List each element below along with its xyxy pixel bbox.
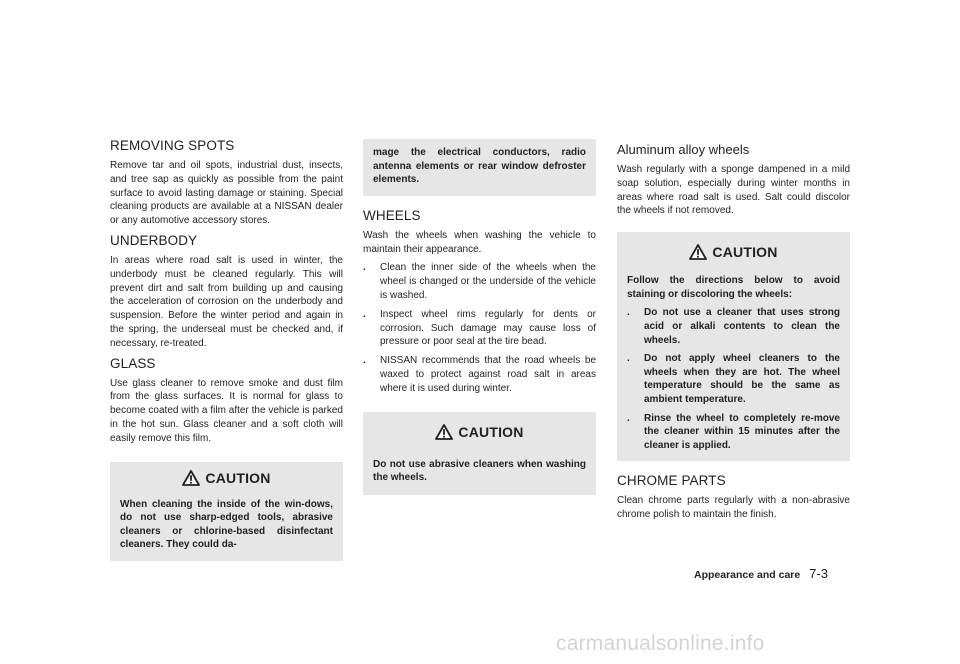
- bullet-marker: .: [363, 262, 366, 274]
- caution-title: CAUTION: [458, 423, 524, 440]
- caution-intro: Follow the directions below to avoid staining or discoloring the wheels:: [627, 275, 840, 300]
- paragraph-underbody: In areas where road salt is used in winter, the underbody must be cleaned regularly. This will prevent dirt and salt from building up and causing the acceleration of corrosion on the underbody and suspension. Before the winter period and again in the spring, the underseal must be checked and, if necessary, re-treated.: [110, 254, 343, 349]
- list-item-text: Rinse the wheel to completely re-move the cleaner within 15 minutes after the cleaner is applied.: [644, 412, 840, 451]
- caution-title: CAUTION: [712, 244, 778, 261]
- column-1: [110, 138, 343, 561]
- list-item: [363, 354, 596, 395]
- caution-box-aluminum: [617, 232, 850, 461]
- list-item-text: Do not use a cleaner that uses strong acid or alkali contents to clean the wheels.: [644, 307, 840, 346]
- caution-box-continued: [363, 139, 596, 196]
- paragraph-glass: Use glass cleaner to remove smoke and dust film from the glass surfaces. It is normal for glass to become coated with a film after the vehicle is parked in the hot sun. Glass cleaner and a soft cloth will easily remove this film.: [110, 377, 343, 444]
- paragraph-removing-spots: Remove tar and oil spots, industrial dust, insects, and tree sap as quickly as possible from the paint surface to avoid lasting damage or staining. Special cleaning products are available at a NISSAN dealer or any automotive accessory stores.: [110, 160, 343, 227]
- heading-chrome-parts: CHROME PARTS: [617, 473, 726, 489]
- bullet-marker: .: [627, 353, 630, 365]
- heading-aluminum-alloy-wheels: Aluminum alloy wheels: [617, 142, 750, 157]
- list-item-text: Clean the inner side of the wheels when the wheel is changed or the underside of the vehicle is washed.: [380, 262, 596, 301]
- caution-box-wheels: [363, 412, 596, 495]
- bullet-marker: .: [363, 355, 366, 367]
- list-item: [627, 306, 840, 347]
- caution-header: [363, 412, 596, 452]
- list-item-text: Do not apply wheel cleaners to the wheels when they are hot. The wheel temperature should be the same as ambient temperature.: [644, 353, 840, 405]
- list-item: [363, 261, 596, 302]
- warning-triangle-icon: [182, 470, 200, 486]
- paragraph-wheels: Wash the wheels when washing the vehicle to maintain their appearance.: [363, 229, 596, 255]
- page-footer: [694, 566, 828, 581]
- wheels-bullet-list: [363, 261, 596, 395]
- caution-box-glass: [110, 462, 343, 561]
- caution-body: [363, 139, 596, 196]
- list-item: [627, 352, 840, 406]
- warning-triangle-icon: [435, 424, 453, 440]
- caution-text: Do not use abrasive cleaners when washing the wheels.: [373, 458, 586, 484]
- heading-wheels: WHEELS: [363, 207, 421, 223]
- caution-body: [363, 458, 596, 495]
- caution-bullet-list: [627, 306, 840, 452]
- list-item: [627, 412, 840, 453]
- paragraph-aluminum-alloy-wheels: Wash regularly with a sponge dampened in a mild soap solution, especially during winter months in areas where road salt is used. Salt could discolor the wheels if not removed.: [617, 164, 850, 217]
- caution-text: When cleaning the inside of the win-dows, do not use sharp-edged tools, abrasive cleaners or chlorine-based disinfectant cleaners. They could da-: [120, 498, 333, 551]
- caution-body: [110, 498, 343, 561]
- heading-underbody: UNDERBODY: [110, 232, 198, 248]
- watermark: carmanualsonline.info: [556, 632, 765, 655]
- column-2: [363, 138, 596, 495]
- paragraph-chrome-parts: Clean chrome parts regularly with a non-abrasive chrome polish to maintain the finish.: [617, 495, 850, 521]
- caution-text: mage the electrical conductors, radio antenna elements or rear window defroster elements.: [373, 147, 586, 186]
- page-number: 7-3: [809, 566, 828, 581]
- column-3: [617, 138, 850, 527]
- bullet-marker: .: [627, 307, 630, 319]
- bullet-marker: .: [627, 412, 630, 424]
- bullet-marker: .: [363, 308, 366, 320]
- list-item: [363, 308, 596, 349]
- list-item-text: NISSAN recommends that the road wheels be waxed to protect against road salt in areas where it is used during winter.: [380, 355, 596, 394]
- caution-body: [617, 274, 850, 461]
- warning-triangle-icon: [689, 244, 707, 260]
- caution-header: [617, 232, 850, 272]
- caution-title: CAUTION: [205, 469, 271, 486]
- list-item-text: Inspect wheel rims regularly for dents or corrosion. Such damage may cause loss of pressure or poor seal at the tire bead.: [380, 308, 596, 348]
- footer-section-title: Appearance and care: [694, 569, 801, 581]
- heading-glass: GLASS: [110, 355, 156, 371]
- caution-header: [110, 462, 343, 494]
- heading-removing-spots: REMOVING SPOTS: [110, 138, 235, 153]
